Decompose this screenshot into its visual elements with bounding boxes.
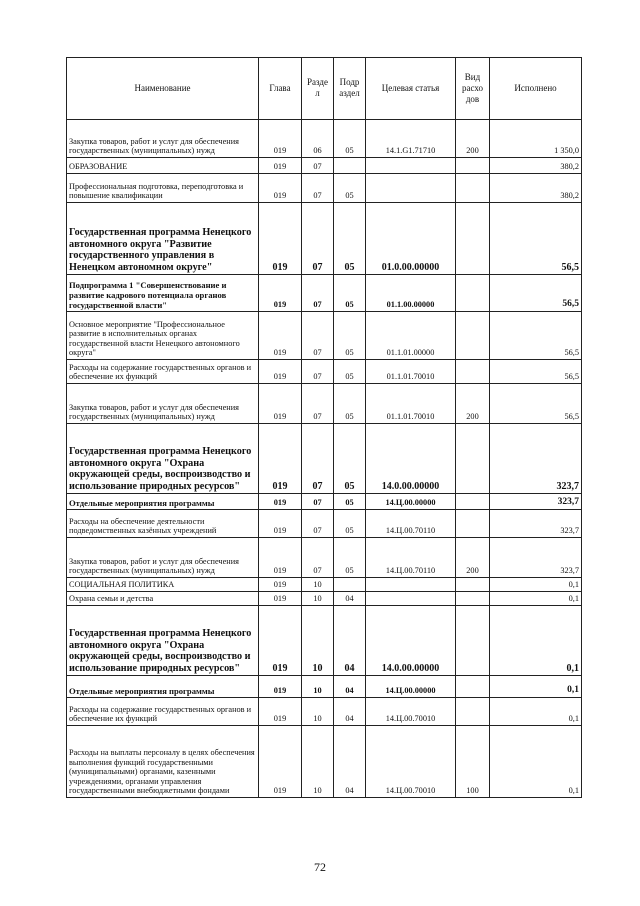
cell-podrazdel: 05	[334, 510, 366, 538]
table-row	[67, 360, 582, 384]
cell-ispolneno: 56,5	[490, 203, 582, 275]
cell-statya	[366, 174, 456, 203]
cell-glava: 019	[259, 312, 302, 360]
table-body	[67, 120, 582, 798]
cell-ispolneno: 0,1	[490, 698, 582, 726]
table-row	[67, 203, 582, 275]
cell-statya	[366, 158, 456, 174]
cell-razdel: 07	[302, 384, 334, 424]
cell-statya	[366, 592, 456, 606]
cell-vid	[456, 424, 490, 494]
cell-ispolneno: 56,5	[490, 312, 582, 360]
cell-name: Государственная программа Ненецкого автономного округа "Охрана окружающей среды, воспроизводство и использование природных ресурсов"	[67, 424, 259, 494]
cell-ispolneno: 323,7	[490, 494, 582, 510]
cell-podrazdel: 04	[334, 698, 366, 726]
cell-name: Расходы на содержание государственных органов и обеспечение их функций	[67, 360, 259, 384]
table-row	[67, 726, 582, 798]
cell-glava: 019	[259, 384, 302, 424]
cell-podrazdel: 05	[334, 174, 366, 203]
cell-glava: 019	[259, 726, 302, 798]
cell-glava: 019	[259, 360, 302, 384]
table-row	[67, 158, 582, 174]
cell-ispolneno: 323,7	[490, 538, 582, 578]
cell-vid	[456, 698, 490, 726]
header-statya: Целевая статья	[366, 58, 456, 120]
table-row	[67, 510, 582, 538]
cell-podrazdel: 05	[334, 384, 366, 424]
header-glava: Глава	[259, 58, 302, 120]
cell-vid	[456, 592, 490, 606]
cell-vid	[456, 203, 490, 275]
cell-name: Государственная программа Ненецкого автономного округа "Охрана окружающей среды, воспроизводство и использование природных ресурсов"	[67, 606, 259, 676]
cell-ispolneno: 0,1	[490, 726, 582, 798]
cell-razdel: 10	[302, 578, 334, 592]
cell-vid	[456, 312, 490, 360]
cell-ispolneno: 0,1	[490, 676, 582, 698]
cell-statya: 01.1.00.00000	[366, 275, 456, 312]
cell-statya: 01.1.01.70010	[366, 384, 456, 424]
cell-name: Профессиональная подготовка, переподготовка и повышение квалификации	[67, 174, 259, 203]
cell-razdel: 10	[302, 676, 334, 698]
cell-podrazdel: 04	[334, 676, 366, 698]
cell-razdel: 07	[302, 510, 334, 538]
cell-vid	[456, 578, 490, 592]
cell-podrazdel: 05	[334, 360, 366, 384]
cell-podrazdel: 04	[334, 592, 366, 606]
budget-table	[66, 57, 582, 798]
cell-razdel: 07	[302, 494, 334, 510]
cell-glava: 019	[259, 592, 302, 606]
cell-ispolneno: 323,7	[490, 510, 582, 538]
cell-name: Закупка товаров, работ и услуг для обеспечения государственных (муниципальных) нужд	[67, 120, 259, 158]
cell-razdel: 07	[302, 174, 334, 203]
cell-podrazdel: 05	[334, 494, 366, 510]
cell-statya: 14.Ц.00.00000	[366, 676, 456, 698]
cell-statya: 14.0.00.00000	[366, 606, 456, 676]
cell-razdel: 10	[302, 698, 334, 726]
cell-podrazdel	[334, 158, 366, 174]
cell-ispolneno: 1 350,0	[490, 120, 582, 158]
table-row	[67, 606, 582, 676]
table-row	[67, 120, 582, 158]
cell-ispolneno: 323,7	[490, 424, 582, 494]
cell-glava: 019	[259, 203, 302, 275]
cell-vid	[456, 676, 490, 698]
cell-razdel: 10	[302, 606, 334, 676]
cell-statya: 01.1.01.00000	[366, 312, 456, 360]
cell-glava: 019	[259, 606, 302, 676]
cell-ispolneno: 56,5	[490, 275, 582, 312]
cell-glava: 019	[259, 578, 302, 592]
cell-razdel: 07	[302, 360, 334, 384]
table-row	[67, 312, 582, 360]
cell-vid	[456, 174, 490, 203]
cell-razdel: 07	[302, 158, 334, 174]
cell-name: Подпрограмма 1 "Совершенствование и развитие кадрового потенциала органов государственной власти"	[67, 275, 259, 312]
cell-statya: 14.Ц.00.70010	[366, 726, 456, 798]
table-row	[67, 275, 582, 312]
cell-ispolneno: 56,5	[490, 384, 582, 424]
header-name: Наименование	[67, 58, 259, 120]
table-row	[67, 174, 582, 203]
cell-name: Закупка товаров, работ и услуг для обеспечения государственных (муниципальных) нужд	[67, 384, 259, 424]
cell-glava: 019	[259, 158, 302, 174]
cell-vid	[456, 275, 490, 312]
cell-glava: 019	[259, 120, 302, 158]
cell-razdel: 07	[302, 275, 334, 312]
header-ispolneno: Исполнено	[490, 58, 582, 120]
cell-ispolneno: 380,2	[490, 174, 582, 203]
cell-statya	[366, 578, 456, 592]
cell-podrazdel: 04	[334, 726, 366, 798]
table-header-row	[67, 58, 582, 120]
table-row	[67, 698, 582, 726]
cell-name: ОБРАЗОВАНИЕ	[67, 158, 259, 174]
table-row	[67, 592, 582, 606]
cell-glava: 019	[259, 275, 302, 312]
cell-razdel: 07	[302, 312, 334, 360]
table-row	[67, 424, 582, 494]
cell-statya: 01.0.00.00000	[366, 203, 456, 275]
cell-name: Расходы на содержание государственных органов и обеспечение их функций	[67, 698, 259, 726]
page-number: 72	[314, 860, 326, 874]
cell-statya: 14.Ц.00.70110	[366, 510, 456, 538]
cell-glava: 019	[259, 698, 302, 726]
cell-vid	[456, 494, 490, 510]
table-row	[67, 578, 582, 592]
cell-glava: 019	[259, 174, 302, 203]
cell-name: Государственная программа Ненецкого автономного округа "Развитие государственного управления в Ненецком автономном округе"	[67, 203, 259, 275]
cell-ispolneno: 0,1	[490, 578, 582, 592]
header-vid: Вид расхо дов	[456, 58, 490, 120]
cell-vid	[456, 158, 490, 174]
cell-podrazdel: 05	[334, 120, 366, 158]
cell-vid: 200	[456, 538, 490, 578]
cell-podrazdel: 05	[334, 203, 366, 275]
cell-glava: 019	[259, 510, 302, 538]
cell-ispolneno: 56,5	[490, 360, 582, 384]
cell-razdel: 07	[302, 538, 334, 578]
header-razdel: Разде л	[302, 58, 334, 120]
cell-ispolneno: 0,1	[490, 606, 582, 676]
cell-glava: 019	[259, 494, 302, 510]
cell-statya: 14.0.00.00000	[366, 424, 456, 494]
cell-razdel: 06	[302, 120, 334, 158]
cell-vid: 200	[456, 384, 490, 424]
cell-vid	[456, 360, 490, 384]
table-row	[67, 538, 582, 578]
cell-statya: 01.1.01.70010	[366, 360, 456, 384]
cell-podrazdel	[334, 578, 366, 592]
cell-statya: 14.Ц.00.70010	[366, 698, 456, 726]
cell-razdel: 10	[302, 726, 334, 798]
cell-name: Отдельные мероприятия программы	[67, 494, 259, 510]
cell-name: Охрана семьи и детства	[67, 592, 259, 606]
cell-statya: 14.Ц.00.70110	[366, 538, 456, 578]
cell-statya: 14.Ц.00.00000	[366, 494, 456, 510]
cell-podrazdel: 05	[334, 424, 366, 494]
cell-statya: 14.1.G1.71710	[366, 120, 456, 158]
cell-name: Основное мероприятие "Профессиональное развитие в исполнительных органах государственной власти Ненецкого автономного округа"	[67, 312, 259, 360]
cell-razdel: 07	[302, 424, 334, 494]
cell-glava: 019	[259, 676, 302, 698]
cell-podrazdel: 04	[334, 606, 366, 676]
cell-glava: 019	[259, 538, 302, 578]
cell-ispolneno: 0,1	[490, 592, 582, 606]
cell-razdel: 10	[302, 592, 334, 606]
cell-vid	[456, 606, 490, 676]
cell-podrazdel: 05	[334, 538, 366, 578]
table-row	[67, 676, 582, 698]
cell-glava: 019	[259, 424, 302, 494]
cell-vid: 200	[456, 120, 490, 158]
cell-ispolneno: 380,2	[490, 158, 582, 174]
cell-name: Отдельные мероприятия программы	[67, 676, 259, 698]
cell-vid: 100	[456, 726, 490, 798]
cell-name: Расходы на обеспечение деятельности подведомственных казённых учреждений	[67, 510, 259, 538]
cell-razdel: 07	[302, 203, 334, 275]
cell-name: Расходы на выплаты персоналу в целях обеспечения выполнения функций государственными (муниципальными) органами, казенными учреждениями, органами управления государственными внебюджетными фондами	[67, 726, 259, 798]
cell-podrazdel: 05	[334, 275, 366, 312]
cell-name: СОЦИАЛЬНАЯ ПОЛИТИКА	[67, 578, 259, 592]
header-podrazdel: Подр аздел	[334, 58, 366, 120]
table-row	[67, 384, 582, 424]
cell-name: Закупка товаров, работ и услуг для обеспечения государственных (муниципальных) нужд	[67, 538, 259, 578]
table-row	[67, 494, 582, 510]
cell-podrazdel: 05	[334, 312, 366, 360]
cell-vid	[456, 510, 490, 538]
